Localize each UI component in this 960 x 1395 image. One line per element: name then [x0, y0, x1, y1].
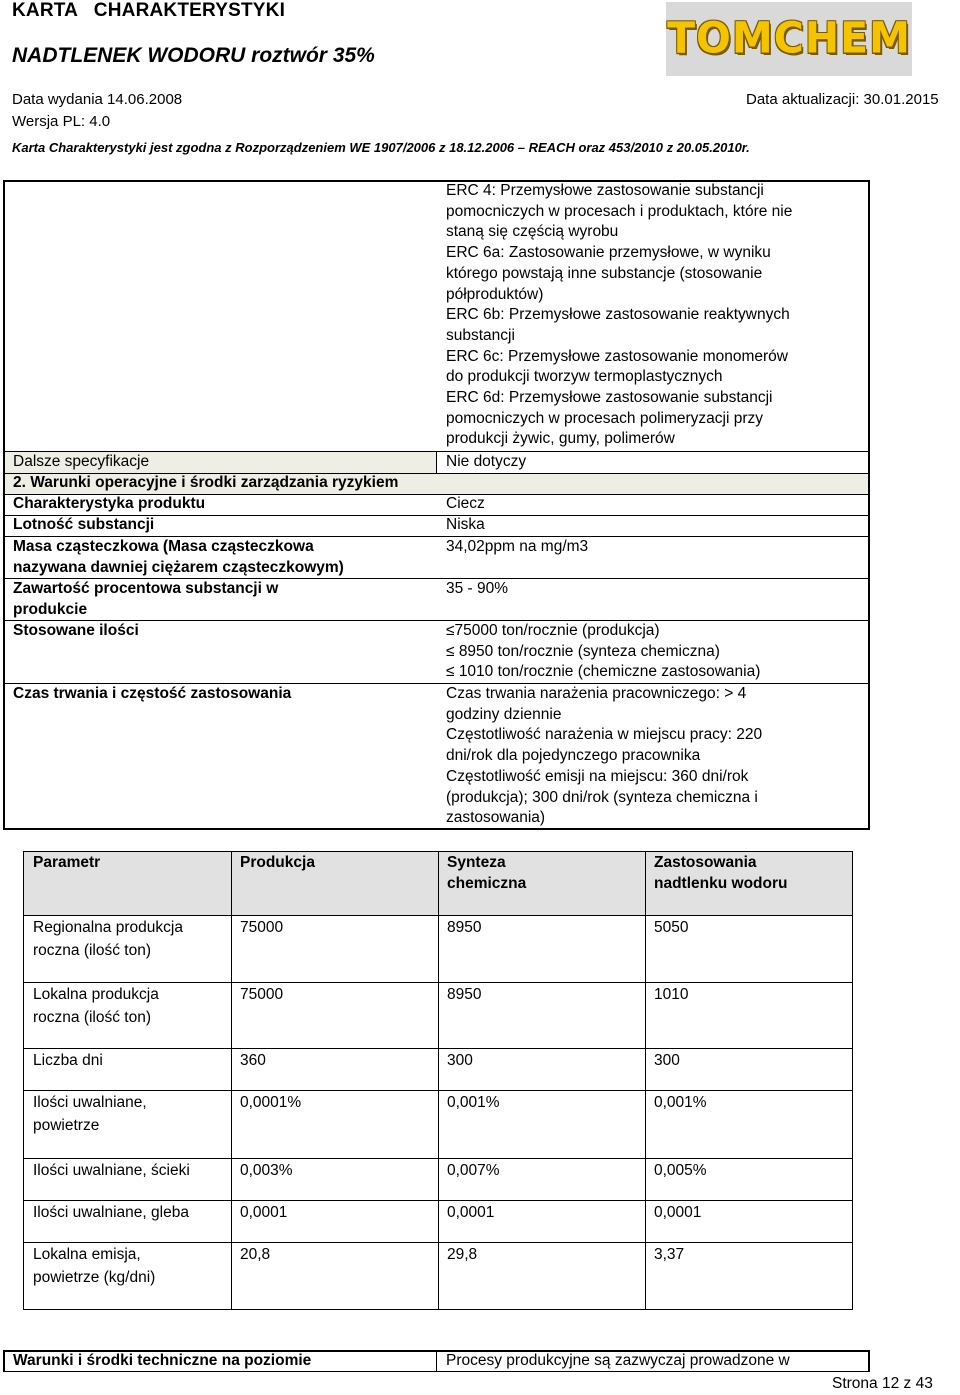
duration-line: dni/rok dla pojedynczego pracownika [446, 747, 701, 765]
table-header-cell [447, 852, 526, 894]
update-date: Data aktualizacji: 30.01.2015 [746, 91, 939, 108]
duration-line: Czas trwania narażenia pracowniczego: > 4 [446, 685, 747, 702]
table-row-label-line: Regionalna produkcja [33, 919, 183, 936]
table-cell: 300 [447, 1052, 473, 1069]
table-row-label [33, 1243, 155, 1289]
regulation-note: Karta Charakterystyki jest zgodna z Rozporządzeniem WE 1907/2006 z 18.12.2006 – REACH oraz 453/2010 z 20.05.2010r. [12, 140, 750, 155]
table-cell: 300 [654, 1052, 680, 1069]
table-row-label-line: Liczba dni [33, 1052, 103, 1069]
section2-title: 2. Warunki operacyjne i środki zarządzania ryzykiem [13, 474, 399, 491]
erc-line: którego powstają inne substancje (stosowanie [446, 264, 763, 282]
table-row-divider [24, 1048, 852, 1049]
table-cell: 3,37 [654, 1246, 685, 1263]
table-cell: 0,005% [654, 1162, 707, 1179]
erc-line: do produkcji tworzyw termoplastycznych [446, 368, 723, 386]
further-spec-value: Nie dotyczy [446, 453, 527, 470]
table-row-label [33, 1049, 103, 1072]
table-header-line: nadtlenku wodoru [654, 875, 788, 892]
molar-mass-label [13, 537, 433, 578]
table-row-label [33, 916, 183, 962]
erc-line: ERC 6d: Przemysłowe zastosowanie substancji [446, 389, 773, 407]
erc-line: ERC 6b: Przemysłowe zastosowanie reaktywnych [446, 306, 790, 324]
duration-line: godziny dziennie [446, 705, 562, 723]
table-cell: 0,007% [447, 1162, 500, 1179]
technical-measures-label: Warunki i środki techniczne na poziomie [13, 1352, 312, 1369]
erc-line: substancji [446, 326, 515, 344]
product-char-value: Ciecz [446, 495, 485, 512]
amounts-list [446, 621, 866, 683]
table-cell: 0,003% [240, 1162, 293, 1179]
duration-line: (produkcja); 300 dni/rok (synteza chemiczna i [446, 788, 758, 806]
erc-line: produkcji żywic, gumy, polimerów [446, 430, 675, 448]
table-row-label [33, 1091, 147, 1137]
table-row-label-line: Ilości uwalniane, [33, 1094, 147, 1111]
table-header-line: Zastosowania [654, 854, 757, 871]
table-cell: 0,001% [447, 1094, 500, 1111]
table-cell: 0,0001% [240, 1094, 302, 1111]
table-row-label [33, 1159, 190, 1182]
volatility-value: Niska [446, 516, 485, 533]
percent-value: 35 - 90% [446, 580, 509, 597]
erc-line: staną się częścią wyrobu [446, 223, 619, 241]
table-row-label-line: powietrze [33, 1117, 100, 1134]
table-cell: 8950 [447, 919, 482, 936]
table-header-cell [654, 852, 787, 894]
table-cell: 1010 [654, 986, 689, 1003]
product-char-label: Charakterystyka produktu [13, 495, 206, 512]
frame-left [3, 1350, 5, 1372]
erc-line: pomocniczych w procesach i produktach, które nie [446, 202, 793, 220]
document-title: KARTA CHARAKTERYSTYKI [12, 0, 286, 21]
table-row-divider [24, 1090, 852, 1091]
table-cell: 29,8 [447, 1246, 478, 1263]
table-header-cell [33, 852, 100, 873]
duration-list [446, 684, 866, 829]
table-column-divider [438, 852, 439, 1309]
amount-line: ≤ 8950 ton/rocznie (synteza chemiczna) [446, 642, 720, 660]
divider [436, 452, 437, 473]
frame-right [868, 1350, 870, 1372]
amount-line: ≤ 1010 ton/rocznie (chemiczne zastosowania) [446, 663, 761, 681]
table-header-line: Produkcja [240, 854, 315, 871]
frame-right [868, 180, 870, 830]
table-row-label-line: powietrze (kg/dni) [33, 1269, 156, 1286]
duration-label: Czas trwania i częstość zastosowania [13, 685, 292, 702]
table-row-label-line: Ilości uwalniane, ścieki [33, 1162, 190, 1179]
duration-line: zastosowania) [446, 809, 546, 827]
page-number: Strona 12 z 43 [832, 1375, 933, 1392]
table-row-label [33, 1201, 189, 1224]
duration-line: Częstotliwość emisji na miejscu: 360 dni/rok [446, 767, 749, 785]
table-cell: 0,0001 [447, 1204, 495, 1221]
duration-line: Częstotliwość narażenia w miejscu pracy: 220 [446, 726, 763, 744]
table-column-divider [231, 852, 232, 1309]
percent-label-line2: produkcie [13, 600, 88, 618]
table-header-line: chemiczna [447, 875, 527, 892]
molar-mass-value: 34,02ppm na mg/m3 [446, 538, 589, 555]
table-row-label-line: roczna (ilość ton) [33, 942, 152, 959]
table-header-cell [240, 852, 315, 873]
table-cell: 0,0001 [654, 1204, 702, 1221]
table-row-label-line: roczna (ilość ton) [33, 1009, 152, 1026]
erc-line: ERC 6c: Przemysłowe zastosowanie monomerów [446, 347, 788, 365]
logo-text: TOMCHEM [667, 12, 911, 64]
table-row-label [33, 983, 159, 1029]
table-column-divider [645, 852, 646, 1309]
amount-line: ≤75000 ton/rocznie (produkcja) [446, 622, 660, 639]
erc-line: ERC 4: Przemysłowe zastosowanie substancji [446, 182, 764, 199]
molar-mass-label-line1: Masa cząsteczkowa (Masa cząsteczkowa [13, 538, 314, 555]
percent-label-line1: Zawartość procentowa substancji w [13, 580, 279, 597]
table-header-line: Parametr [33, 854, 101, 871]
issue-date: Data wydania 14.06.2008 [12, 91, 183, 108]
table-row-label-line: Lokalna produkcja [33, 986, 159, 1003]
table-header-line: Synteza [447, 854, 506, 871]
version: Wersja PL: 4.0 [12, 113, 111, 130]
technical-measures-text: Procesy produkcyjne są zazwyczaj prowadzone w [446, 1352, 790, 1369]
frame-left [3, 180, 5, 830]
erc-line: ERC 6a: Zastosowanie przemysłowe, w wyniku [446, 244, 771, 262]
table-cell: 0,0001 [240, 1204, 288, 1221]
table-cell: 8950 [447, 986, 482, 1003]
table-cell: 75000 [240, 986, 284, 1003]
amounts-label: Stosowane ilości [13, 622, 139, 639]
percent-label [13, 579, 433, 620]
erc-line: półproduktów) [446, 285, 544, 303]
table-cell: 360 [240, 1052, 266, 1069]
table-cell: 75000 [240, 919, 284, 936]
table-cell: 0,001% [654, 1094, 707, 1111]
table-row-label-line: Lokalna emisja, [33, 1246, 141, 1263]
table-cell: 5050 [654, 919, 689, 936]
table-cell: 20,8 [240, 1246, 271, 1263]
company-logo [666, 2, 912, 76]
volatility-label: Lotność substancji [13, 516, 155, 533]
release-table [23, 851, 853, 1310]
erc-list [446, 181, 866, 450]
table-row-label-line: Ilości uwalniane, gleba [33, 1204, 189, 1221]
erc-line: pomocniczych w procesach polimeryzacji przy [446, 409, 764, 427]
further-spec-label: Dalsze specyfikacje [13, 453, 150, 470]
molar-mass-label-line2: nazywana dawniej ciężarem cząsteczkowym) [13, 558, 344, 576]
product-name: NADTLENEK WODORU roztwór 35% [12, 44, 375, 67]
